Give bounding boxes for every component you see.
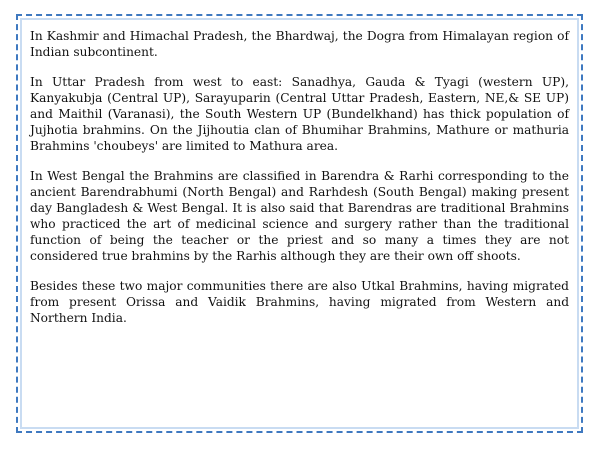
text-frame	[16, 14, 583, 433]
paragraph-west-bengal: In West Bengal the Brahmins are classified in Barendra & Rarhi corresponding to the ancient Barendrabhumi (North Bengal) and Rarhdesh (South Bengal) making present day Bangladesh & West Bengal. It is also said that Barendras are traditional Brahmins who practiced the art of medicinal science and surgery rather than the traditional function of being the teacher or the priest and so many a times they are not considered true brahmins by the Rarhis although they are their own off shoots.	[30, 169, 569, 263]
paragraph-uttar-pradesh: In Uttar Pradesh from west to east: Sanadhya, Gauda & Tyagi (western UP), Kanyakubja (Central UP), Sarayuparin (Central Uttar Pradesh, Eastern, NE,& SE UP) and Maithil (Varanasi), the South Western UP (Bundelkhand) has thick population of Jujhotia brahmins. On the Jijhoutia clan of Bhumihar Brahmins, Mathure or mathuria Brahmins 'choubeys' are limited to Mathura area.	[30, 75, 569, 153]
paragraph-kashmir: In Kashmir and Himachal Pradesh, the Bhardwaj, the Dogra from Himalayan region of Indian subcontinent.	[30, 29, 569, 59]
paragraph-other-communities: Besides these two major communities there are also Utkal Brahmins, having migrated from present Orissa and Vaidik Brahmins, having migrated from Western and Northern India.	[30, 279, 569, 325]
